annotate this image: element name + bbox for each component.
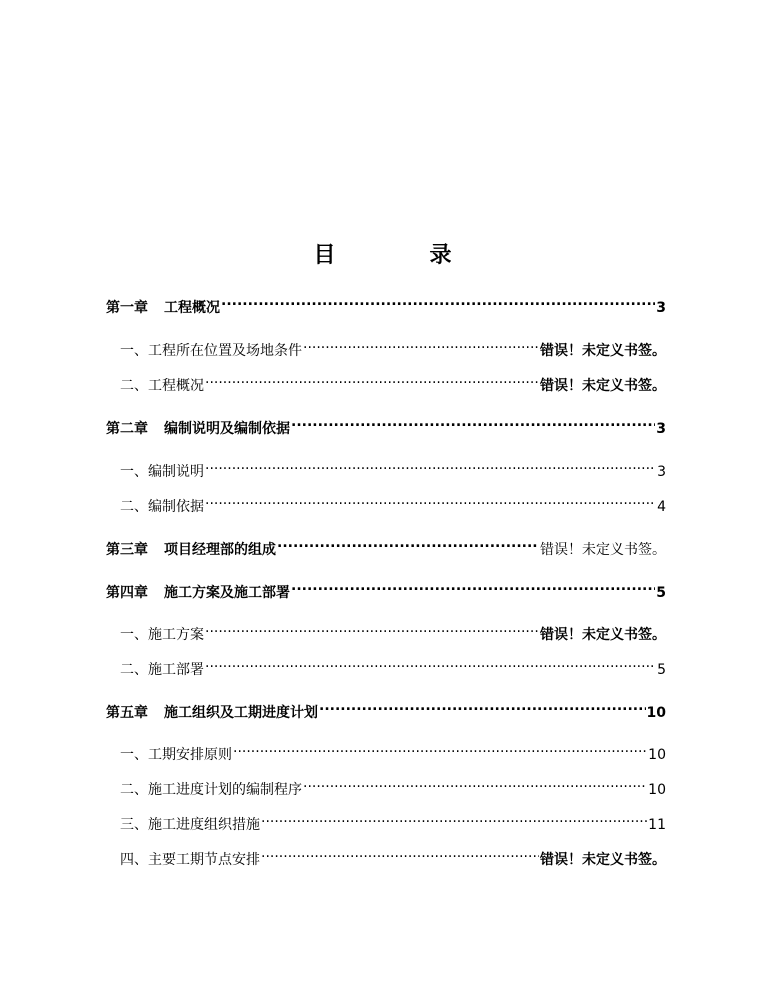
toc-section-number: 一、: [120, 464, 148, 480]
toc-page-number: 3: [656, 300, 666, 316]
toc-entry-chapter-5[interactable]: [106, 695, 666, 721]
toc-entry-section-4-2[interactable]: [120, 652, 666, 678]
toc-chapter-label: 编制说明及编制依据: [164, 421, 290, 437]
toc-entry-section-5-2[interactable]: [120, 772, 666, 798]
toc-page-number: 4: [657, 499, 666, 515]
dot-leader: [221, 290, 655, 312]
toc-section-number: 二、: [120, 499, 148, 515]
toc-chapter-number: 第一章: [106, 300, 148, 316]
toc-chapter-number: 第四章: [106, 585, 148, 601]
dot-leader: [291, 411, 655, 433]
toc-page-error: 错误！未定义书签。: [540, 627, 666, 643]
toc-section-number: 二、: [120, 782, 148, 798]
toc-chapter-number: 第二章: [106, 421, 148, 437]
toc-section-number: 三、: [120, 817, 148, 833]
toc-section-label: 主要工期节点安排: [148, 852, 260, 868]
toc-entry-section-4-1[interactable]: [120, 617, 666, 643]
toc-section-label: 工程概况: [148, 378, 204, 394]
toc-section-number: 一、: [120, 747, 148, 763]
toc-section-label: 工期安排原则: [148, 747, 232, 763]
toc-entry-section-2-1[interactable]: [120, 454, 666, 480]
dot-leader: [205, 454, 656, 476]
page-title: 目 录: [313, 243, 488, 268]
toc-chapter-number: 第五章: [106, 705, 148, 721]
toc-page-error: 错误！未定义书签。: [540, 542, 666, 558]
toc-entry-chapter-4[interactable]: [106, 575, 666, 601]
dot-leader: [277, 532, 539, 554]
dot-leader: [205, 617, 539, 639]
toc-entry-chapter-2[interactable]: [106, 411, 666, 437]
dot-leader: [233, 737, 647, 759]
dot-leader: [291, 575, 655, 597]
toc-section-label: 编制说明: [148, 464, 204, 480]
toc-section-number: 二、: [120, 378, 148, 394]
toc-section-number: 一、: [120, 627, 148, 643]
dot-leader: [205, 489, 656, 511]
toc-entry-section-5-3[interactable]: [120, 807, 666, 833]
toc-entry-chapter-3[interactable]: [106, 532, 666, 558]
dot-leader: [261, 807, 647, 829]
toc-page-number: 3: [656, 421, 666, 437]
toc-section-number: 四、: [120, 852, 148, 868]
toc-section-label: 工程所在位置及场地条件: [148, 343, 302, 359]
toc-page-error: 错误！未定义书签。: [540, 852, 666, 868]
toc-entry-section-1-2[interactable]: [120, 368, 666, 394]
toc-page-error: 错误！未定义书签。: [540, 343, 666, 359]
toc-entry-section-2-2[interactable]: [120, 489, 666, 515]
toc-entry-section-5-4[interactable]: [120, 842, 666, 868]
toc-section-number: 一、: [120, 343, 148, 359]
toc-chapter-label: 施工方案及施工部署: [164, 585, 290, 601]
toc-chapter-label: 工程概况: [164, 300, 220, 316]
toc-section-label: 施工进度组织措施: [148, 817, 260, 833]
dot-leader: [205, 368, 539, 390]
toc-page-error: 错误！未定义书签。: [540, 378, 666, 394]
toc-page-number: 11: [648, 817, 666, 833]
toc-entry-section-5-1[interactable]: [120, 737, 666, 763]
dot-leader: [303, 772, 647, 794]
toc-page-number: 3: [657, 464, 666, 480]
toc-chapter-label: 施工组织及工期进度计划: [164, 705, 318, 721]
toc-entry-chapter-1[interactable]: [106, 290, 666, 316]
dot-leader: [205, 652, 656, 674]
toc-section-label: 施工部署: [148, 662, 204, 678]
dot-leader: [261, 842, 539, 864]
dot-leader: [303, 333, 539, 355]
toc-entry-section-1-1[interactable]: [120, 333, 666, 359]
toc-page-number: 5: [656, 585, 666, 601]
toc-section-number: 二、: [120, 662, 148, 678]
toc-chapter-number: 第三章: [106, 542, 148, 558]
toc-section-label: 施工方案: [148, 627, 204, 643]
toc-page-number: 5: [657, 662, 666, 678]
toc-page-number: 10: [648, 782, 666, 798]
dot-leader: [319, 695, 646, 717]
toc-chapter-label: 项目经理部的组成: [164, 542, 276, 558]
toc-section-label: 施工进度计划的编制程序: [148, 782, 302, 798]
toc-section-label: 编制依据: [148, 499, 204, 515]
toc-page-number: 10: [646, 705, 666, 721]
toc-page-number: 10: [648, 747, 666, 763]
